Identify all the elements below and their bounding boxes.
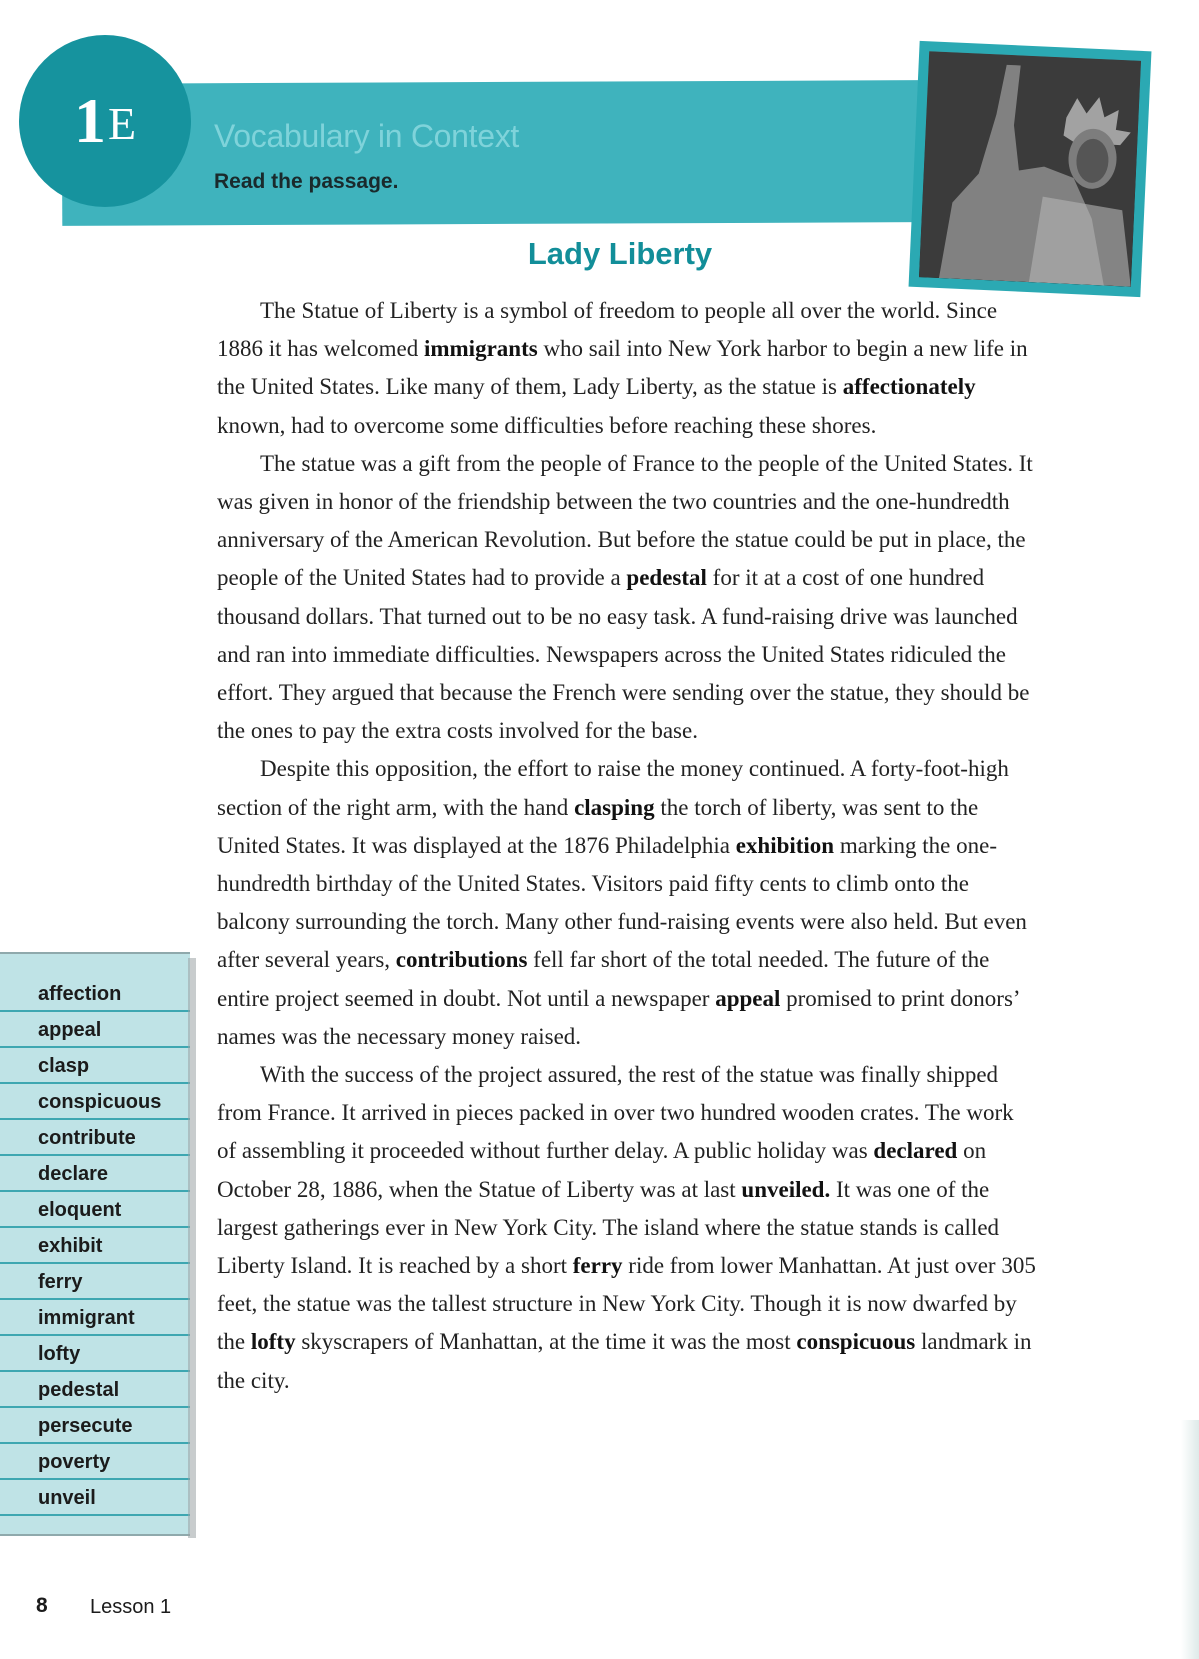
vocabulary-word: poverty — [0, 1444, 190, 1480]
vocabulary-word-highlight: exhibition — [735, 832, 835, 858]
passage-body — [217, 292, 1037, 1400]
section-title: Vocabulary in Context — [214, 118, 519, 154]
vocabulary-word-highlight: lofty — [250, 1329, 296, 1355]
vocabulary-word-highlight: declared — [873, 1138, 958, 1164]
statue-of-liberty-photo — [919, 51, 1141, 286]
passage-text: ride from lower Manhattan. At just over 305 feet, the statue was the tallest structure in New York City. Though it is now dwarfed by the — [217, 1253, 1036, 1355]
vocabulary-word: unveil — [0, 1480, 190, 1516]
vocabulary-word: appeal — [0, 1012, 190, 1048]
vocabulary-word: clasp — [0, 1048, 190, 1084]
passage-text: on October 28, 1886, when the Statue of Liberty was at last — [217, 1138, 987, 1202]
vocabulary-word-highlight: conspicuous — [796, 1329, 916, 1355]
vocabulary-word: lofty — [0, 1336, 190, 1372]
vocabulary-word-highlight: immigrants — [423, 336, 538, 362]
passage-text: fell far short of the total needed. The future of the entire project seemed in doubt. Not until a newspaper — [217, 947, 990, 1011]
vocabulary-word-list — [0, 954, 190, 1516]
vocabulary-word-highlight: ferry — [572, 1253, 623, 1279]
passage-text: landmark in the city. — [217, 1329, 1032, 1393]
vocabulary-word-highlight: contributions — [395, 947, 528, 973]
vocabulary-word: conspicuous — [0, 1084, 190, 1120]
statue-silhouette-icon — [919, 51, 1141, 286]
passage-text: known, had to overcome some difficulties before reaching these shores. — [217, 412, 877, 438]
vocabulary-word-highlight: unveiled. — [741, 1176, 831, 1202]
vocabulary-word: declare — [0, 1156, 190, 1192]
vocabulary-word: affection — [0, 976, 190, 1012]
vocabulary-word-highlight: pedestal — [626, 565, 707, 591]
passage-text: Despite this opposition, the effort to raise the money continued. A forty-foot-high section of the right arm, with the hand — [217, 756, 1009, 820]
page-edge-shade — [1181, 1420, 1199, 1659]
instruction-text: Read the passage. — [214, 170, 399, 193]
statue-photo-frame — [909, 41, 1152, 297]
vocabulary-word: exhibit — [0, 1228, 190, 1264]
passage-paragraph — [217, 750, 1037, 1056]
passage-paragraph — [217, 1056, 1037, 1400]
vocabulary-word: immigrant — [0, 1300, 190, 1336]
passage-text: for it at a cost of one hundred thousand dollars. That turned out to be no easy task. A fund-raising drive was launched and ran into immediate difficulties. Newspapers across the United States ridiculed the effort. They argued that because the French were sending over the statue, they should be the ones to pay the extra costs involved for the base. — [217, 565, 1030, 744]
vocabulary-word-highlight: affectionately — [842, 374, 976, 400]
vocabulary-word-box — [0, 952, 190, 1536]
vocabulary-word: ferry — [0, 1264, 190, 1300]
passage-text: With the success of the project assured, the rest of the statue was finally shipped from France. It arrived in pieces packed in over two hundred wooden crates. The work of assembling it proceeded without further delay. A public holiday was — [217, 1062, 1014, 1164]
vocabulary-word-highlight: appeal — [715, 985, 781, 1011]
passage-text: skyscrapers of Manhattan, at the time it was the most — [295, 1329, 797, 1355]
lesson-letter: E — [107, 98, 137, 149]
passage-text: It was one of the largest gatherings ever in New York City. The island where the statue stands is called Liberty Island. It is reached by a short — [217, 1176, 1000, 1279]
passage-text: who sail into New York harbor to begin a new life in the United States. Like many of them, Lady Liberty, as the statue is — [217, 336, 1028, 400]
passage-paragraph — [217, 292, 1037, 445]
passage-text: promised to print donors’ names was the necessary money raised. — [217, 985, 1019, 1049]
passage-text: the torch of liberty, was sent to the United States. It was displayed at the 1876 Philadelphia — [217, 794, 979, 858]
passage-text: marking the one-hundredth birthday of the United States. Visitors paid fifty cents to climb onto the balcony surrounding the torch. Many other fund-raising events were also held. But even after several years, — [217, 832, 1027, 973]
page-number: 8 — [36, 1594, 48, 1617]
vocabulary-word: pedestal — [0, 1372, 190, 1408]
passage-paragraph — [217, 445, 1037, 751]
vocabulary-word: contribute — [0, 1120, 190, 1156]
passage-title: Lady Liberty — [527, 236, 713, 271]
vocabulary-word: persecute — [0, 1408, 190, 1444]
vocabulary-word: eloquent — [0, 1192, 190, 1228]
lesson-number: 1 — [73, 85, 106, 156]
passage-text: The Statue of Liberty is a symbol of freedom to people all over the world. Since 1886 it has welcomed — [217, 298, 998, 362]
lesson-badge — [19, 35, 191, 207]
vocabulary-word-highlight: clasping — [574, 794, 655, 820]
lesson-label: Lesson 1 — [90, 1596, 172, 1618]
passage-text: The statue was a gift from the people of France to the people of the United States. It was given in honor of the friendship between the two countries and the one-hundredth anniversary of the American Revolution. But before the statue could be put in place, the people of the United States had to provide a — [217, 450, 1033, 591]
